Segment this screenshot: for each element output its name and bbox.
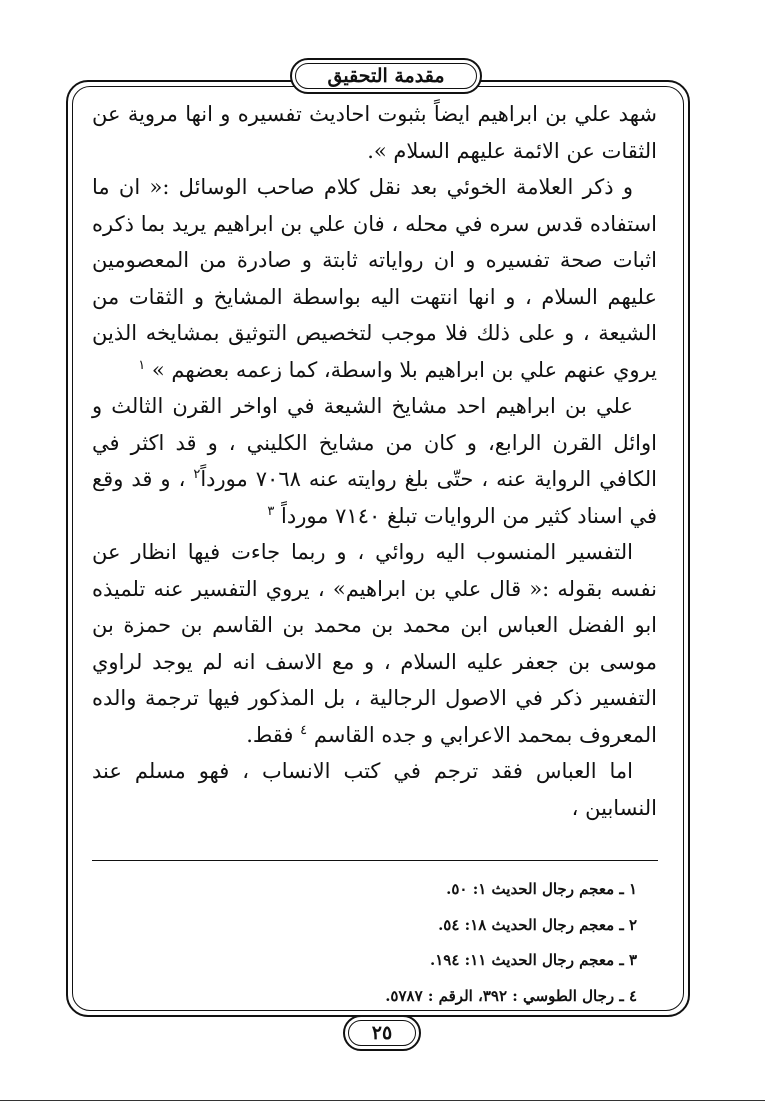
footnote-3: ٣ ـ معجم رجال الحديث ١١: ١٩٤. xyxy=(430,951,637,969)
paragraph-1: شهد علي بن ابراهيم ايضاً بثبوت احاديث تفسيره و انها مروية عن الثقات عن الائمة عليهم السلام ». xyxy=(92,102,657,163)
footnote-separator xyxy=(92,860,658,861)
footnote-ref-1: ١ xyxy=(138,357,146,373)
footnote-4: ٤ ـ رجال الطوسي : ٣٩٢، الرقم : ٥٧٨٧. xyxy=(385,986,637,1005)
header-tab xyxy=(290,58,482,94)
page-header-title: مقدمة التحقيق xyxy=(327,65,445,87)
paragraph-3 xyxy=(92,388,657,534)
paragraph-2 xyxy=(92,169,657,388)
footnote-ref-4: ٤ xyxy=(300,722,308,738)
paragraph-4-text-b: فقط. xyxy=(246,722,294,747)
paragraph-3-text-b: ، و قد وقع في اسناد كثير من الروايات تبلغ ٧١٤٠ مورداً xyxy=(92,467,657,528)
page-number-box xyxy=(343,1015,421,1051)
footnote-ref-3: ٣ xyxy=(267,503,275,519)
paragraph-3-text-a: علي بن ابراهيم احد مشايخ الشيعة في اواخر القرن الثالث و اوائل القرن الرابع، و كان من مشايخ الكليني ، و قد اكثر في الكافي الرواية عنه ، حتّى بلغ روايته عنه ٧٠٦٨ مورداً xyxy=(92,394,657,491)
main-text xyxy=(92,96,657,826)
page-number: ٢٥ xyxy=(371,1022,393,1044)
paragraph-2-text: و ذكر العلامة الخوئي بعد نقل كلام صاحب الوسائل :« ان ما استفاده قدس سره في محله ، فان علي بن ابراهيم يريد بما ذكره اثبات صحة تفسيره و ان رواياته ثابتة و صادرة من المعصومين عليهم السلام ، و انها انتهت اليه بواسطة المشايخ و الثقات من الشيعة ، و على ذلك فلا موجب لتخصيص التوثيق بمشايخه الذين يروي عنهم علي بن ابراهيم بلا واسطة، كما زعمه بعضهم » xyxy=(92,175,657,382)
footnote-2: ٢ ـ معجم رجال الحديث ١٨: ٥٤. xyxy=(438,915,637,934)
footnote-ref-2: ٢ xyxy=(193,467,201,482)
footnotes-list xyxy=(92,872,637,1014)
paragraph-5: اما العباس فقد ترجم في كتب الانساب ، فهو مسلم عند النسابين ، xyxy=(92,759,657,820)
scan-bottom-line xyxy=(0,1100,765,1101)
paragraph-4 xyxy=(92,534,657,753)
footnote-1: ١ ـ معجم رجال الحديث ١: ٥٠. xyxy=(446,880,637,898)
paragraph-4-text-a: التفسير المنسوب اليه روائي ، و ربما جاءت فيها انظار عن نفسه بقوله :« قال علي بن ابراهيم» ، يروي التفسير عنه تلميذه ابو الفضل العباس ابن محمد بن محمد بن القاسم بن حمزة بن موسى بن جعفر عليه السلام ، و مع الاسف انه لم يوجد لراوي التفسير ذكر في الاصول الرجالية ، بل المذكور فيها ترجمة والده المعروف بمحمد الاعرابي و جده القاسم xyxy=(92,540,657,747)
